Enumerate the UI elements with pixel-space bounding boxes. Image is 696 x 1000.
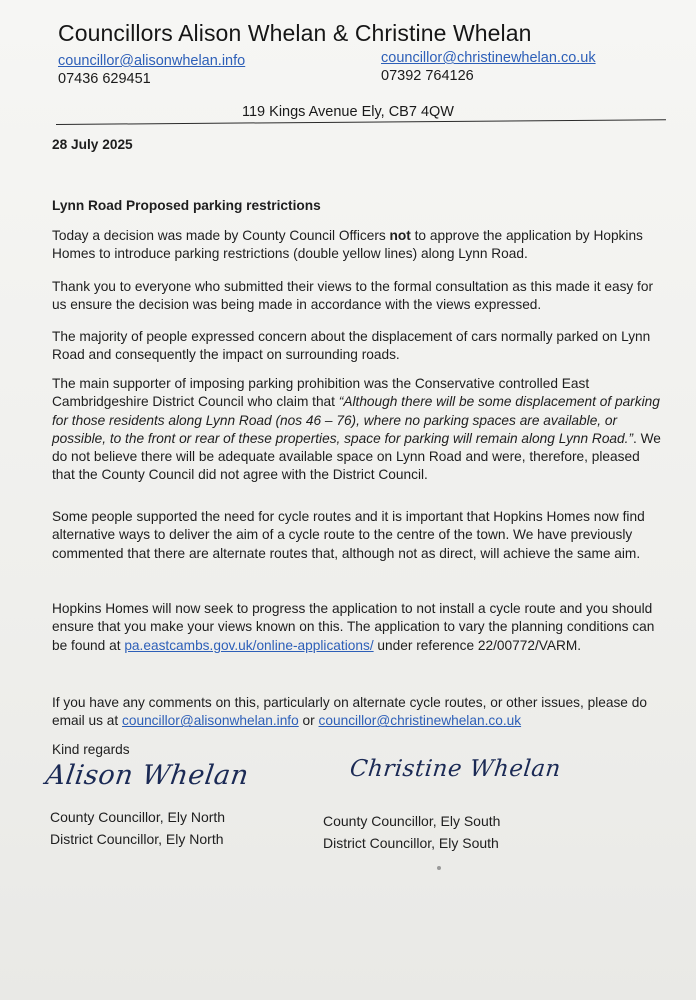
alison-contact xyxy=(58,52,245,88)
alison-role-district: District Councillor, Ely North xyxy=(50,831,224,847)
paragraph-district-council: The main supporter of imposing parking prohibition was the Conservative controlled East Cambridgeshire District Council who claim that “Although there will be some displacement of parking for those residents along Lynn Road (nos 46 – 76), where no parking spaces are available, or possible, to the front or rear of these properties, space for parking will remain along Lynn Road.”. We do not believe there will be adequate available space on Lynn Road and were, therefore, pleased that the County Council did not agree with the District Council. xyxy=(52,376,661,483)
christine-role-district: District Councillor, Ely South xyxy=(323,835,499,851)
alison-role-county: County Councillor, Ely North xyxy=(50,809,226,825)
christine-signature: Christine Whelan xyxy=(348,756,563,782)
christine-phone: 07392 764126 xyxy=(381,68,474,84)
paragraph-thanks: Thank you to everyone who submitted their views to the formal consultation as this made it easy for us ensure the decision was being made in accordance with the views expressed. xyxy=(52,279,654,313)
christine-email-inline-link[interactable]: councillor@christinewhelan.co.uk xyxy=(318,713,522,729)
paragraph-cycle-routes: Some people supported the need for cycle routes and it is important that Hopkins Homes now find alternative ways to deliver the aim of a cycle route to the centre of the town. We have previously commented that there are alternate routes that, although not as direct, will achieve the same aim. xyxy=(52,509,645,561)
closing-regards: Kind regards xyxy=(52,742,130,757)
paragraph-application: Hopkins Homes will now seek to progress the application to not install a cycle route and you should ensure that you make your views known on this. The application to vary the planning conditions can be found at pa.eastcambs.gov.uk/online-applications/ under reference 22/00772/VARM. xyxy=(52,601,655,653)
letter-subject: Lynn Road Proposed parking restrictions xyxy=(52,198,321,213)
alison-email-link[interactable]: councillor@alisonwhelan.info xyxy=(58,53,246,69)
header-divider xyxy=(56,119,666,125)
letterhead-title: Councillors Alison Whelan & Christine Whelan xyxy=(58,20,532,46)
letter-date: 28 July 2025 xyxy=(52,137,133,152)
christine-email-link[interactable]: councillor@christinewhelan.co.uk xyxy=(381,50,596,66)
christine-role-county: County Councillor, Ely South xyxy=(323,813,501,829)
christine-contact xyxy=(381,49,596,85)
paragraph-concern: The majority of people expressed concern about the displacement of cars normally parked on Lynn Road and consequently the impact on surrounding roads. xyxy=(52,329,651,363)
planning-portal-link[interactable]: pa.eastcambs.gov.uk/online-applications/ xyxy=(124,637,374,653)
district-council-quote: “Although there will be some displacement of parking for those residents along Lynn Road (nos 46 – 76), where no parking spaces are available, or possible, to the front or rear of these properties, space for parking will remain along Lynn Road.” xyxy=(52,394,660,446)
alison-signature: Alison Whelan xyxy=(43,760,251,791)
paragraph-contact: If you have any comments on this, particularly on alternate cycle routes, or other issues, please do email us at councillor@alisonwhelan.info or councillor@christinewhelan.co.uk xyxy=(52,695,647,729)
paper-mark xyxy=(437,866,441,870)
letterhead-address: 119 Kings Avenue Ely, CB7 4QW xyxy=(242,104,454,120)
paragraph-decision: Today a decision was made by County Council Officers not to approve the application by Hopkins Homes to introduce parking restrictions (double yellow lines) along Lynn Road. xyxy=(52,228,643,262)
christine-sign-block xyxy=(323,810,500,854)
alison-email-inline-link[interactable]: councillor@alisonwhelan.info xyxy=(122,713,299,729)
alison-sign-block xyxy=(50,806,225,850)
alison-phone: 07436 629451 xyxy=(58,71,151,87)
